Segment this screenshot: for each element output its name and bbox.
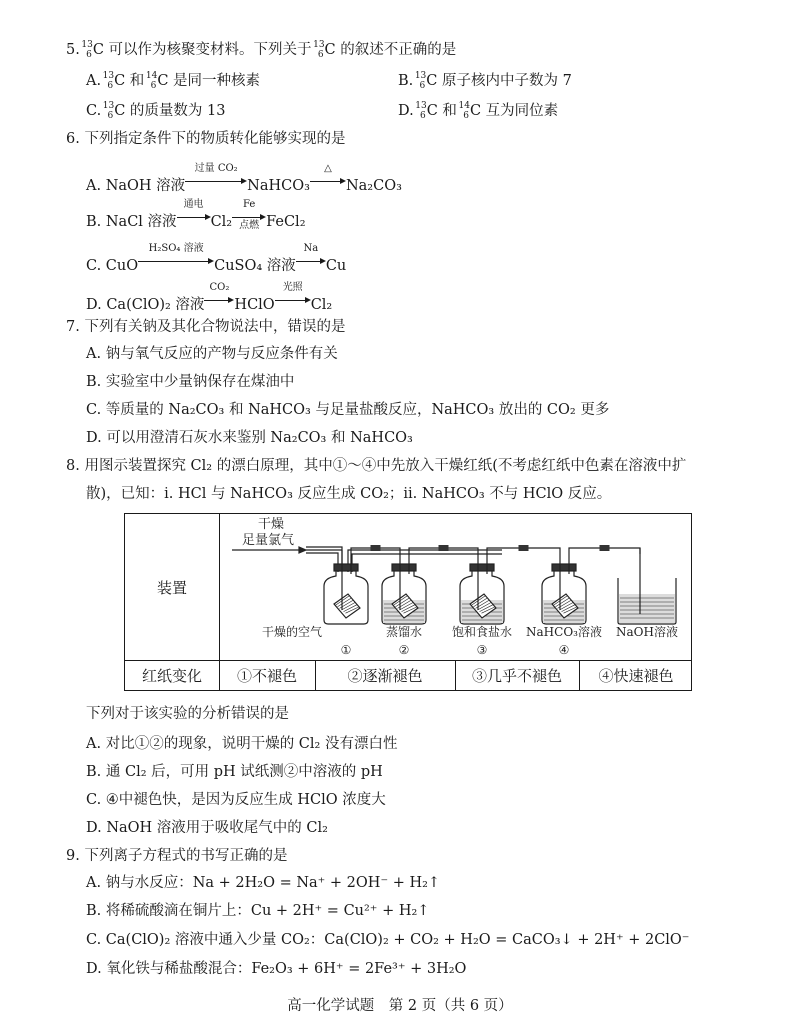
bottle-number-4: ④ <box>558 643 570 657</box>
nuclide-13c: 13 6 <box>81 40 93 60</box>
gas-washing-bottle-3 <box>460 554 504 624</box>
result-4: ④快速褪色 <box>598 667 674 685</box>
q6-stem: 6. 下列指定条件下的物质转化能够实现的是 <box>66 131 346 147</box>
row-header-apparatus: 装置 <box>156 579 187 597</box>
q5-option-c: C. 13 6 C 的质量数为 13 <box>86 101 226 121</box>
gas-washing-bottle-1 <box>324 554 368 624</box>
reaction-arrow: 通电 <box>177 206 211 226</box>
bottle-stopper <box>392 564 416 571</box>
nuclide-13c: 13 6 <box>313 40 325 60</box>
nuclide-13c: 13 6 <box>414 71 427 91</box>
apparatus-diagram <box>220 514 692 660</box>
q5-option-b: B. 13 6 C 原子核内中子数为 7 <box>398 71 572 91</box>
bottle-number-3: ③ <box>476 643 488 657</box>
reaction-arrow: H₂SO₄ 溶液 <box>138 250 214 270</box>
nuclide-13c: 13 6 <box>102 101 115 121</box>
hose-clip-1 <box>371 545 381 551</box>
result-1: ①不褪色 <box>236 667 297 685</box>
nuclide-14c: 14 6 <box>458 101 470 121</box>
gas-washing-bottle-4 <box>542 554 586 624</box>
q5-stem: 5. 13 6 C 可以作为核聚变材料。下列关于 13 6 C 的叙述不正确的是 <box>66 40 457 60</box>
hose-clip-2 <box>439 545 449 551</box>
reaction-arrow: CO₂ <box>204 289 234 309</box>
hose-clip-4 <box>600 545 610 551</box>
row-header-paper-change: 红纸变化 <box>141 667 202 685</box>
q9-stem: 9. 下列离子方程式的书写正确的是 <box>66 848 288 864</box>
q9-option-d: D. 氧化铁与稀盐酸混合：Fe₂O₃ + 6H⁺ = 2Fe³⁺ + 3H₂O <box>86 961 467 977</box>
bottle-label-3: 饱和食盐水 <box>451 625 513 639</box>
q7-option-b: B. 实验室中少量钠保存在煤油中 <box>86 374 295 390</box>
reaction-arrow: △ <box>310 170 346 190</box>
beaker-liquid <box>619 594 675 623</box>
reaction-arrow: Na <box>296 250 326 270</box>
nuclide-13c: 13 6 <box>415 101 427 121</box>
q8-stem-line2: 散)，已知：ⅰ. HCl 与 NaHCO₃ 反应生成 CO₂；ⅱ. NaHCO₃ 不与 HClO 反应。 <box>86 486 612 502</box>
gas-label-dry: 干燥 <box>258 517 285 532</box>
bottle-stopper <box>470 564 494 571</box>
nuclide-13c: 13 6 <box>102 71 115 91</box>
bottle-number-1: ① <box>340 643 352 657</box>
reaction-arrow: 过量 CO₂ <box>185 170 247 190</box>
gas-label-chlorine: 足量氯气 <box>242 533 295 548</box>
q9-option-b: B. 将稀硫酸滴在铜片上：Cu + 2H⁺ = Cu²⁺ + H₂↑ <box>86 903 430 919</box>
reaction-arrow: Fe 点燃 <box>232 206 266 226</box>
q5-number: 5. <box>66 42 80 58</box>
bottle-label-5: NaOH溶液 <box>616 625 678 639</box>
q7-option-d: D. 可以用澄清石灰水来鉴别 Na₂CO₃ 和 NaHCO₃ <box>86 430 413 446</box>
q7-option-a: A. 钠与氧气反应的产物与反应条件有关 <box>86 346 338 362</box>
q7-option-c: C. 等质量的 Na₂CO₃ 和 NaHCO₃ 与足量盐酸反应，NaHCO₃ 放出的 CO₂ 更多 <box>86 402 610 418</box>
q9-option-a: A. 钠与水反应：Na + 2H₂O = Na⁺ + 2OH⁻ + H₂↑ <box>86 875 441 891</box>
q6-option-a: A. NaOH 溶液 过量 CO₂ NaHCO₃ △ Na₂CO₃ <box>86 163 402 194</box>
bottle-label-2: 蒸馏水 <box>385 625 423 639</box>
apparatus-table <box>124 513 692 691</box>
bottle-stopper <box>334 564 358 571</box>
q8-sub-stem: 下列对于该实验的分析错误的是 <box>86 706 289 722</box>
bottle-label-1: 干燥的空气 <box>261 625 323 639</box>
q9-option-c: C. Ca(ClO)₂ 溶液中通入少量 CO₂：Ca(ClO)₂ + CO₂ + H₂O = CaCO₃↓ + 2H⁺ + 2ClO⁻ <box>86 932 690 948</box>
q8-option-d: D. NaOH 溶液用于吸收尾气中的 Cl₂ <box>86 820 328 836</box>
q8-stem-line1: 8. 用图示装置探究 Cl₂ 的漂白原理，其中①～④中先放入干燥红纸(不考虑红纸中色素在溶液中扩 <box>66 458 687 474</box>
hose-clip-3 <box>519 545 529 551</box>
beaker-naoh <box>618 548 676 624</box>
bottle-stopper <box>552 564 576 571</box>
q6-option-b: B. NaCl 溶液 通电 Cl₂ Fe 点燃 FeCl₂ <box>86 199 306 231</box>
q7-stem: 7. 下列有关钠及其化合物说法中，错误的是 <box>66 319 346 335</box>
result-3: ③几乎不褪色 <box>471 667 562 685</box>
result-2: ②逐渐褪色 <box>347 667 423 685</box>
bottle-number-2: ② <box>398 643 410 657</box>
q5-option-a: A. 13 6 C 和 14 6 C 是同一种核素 <box>86 71 261 91</box>
q6-option-d: D. Ca(ClO)₂ 溶液 CO₂ HClO 光照 Cl₂ <box>86 282 333 313</box>
reaction-arrow: 光照 <box>275 289 311 309</box>
bottle-label-4: NaHCO₃溶液 <box>526 625 602 639</box>
q8-option-b: B. 通 Cl₂ 后，可用 pH 试纸测②中溶液的 pH <box>86 764 383 780</box>
q8-option-a: A. 对比①②的现象，说明干燥的 Cl₂ 没有漂白性 <box>86 736 398 752</box>
q6-option-c: C. CuO H₂SO₄ 溶液 CuSO₄ 溶液 Na Cu <box>86 243 347 274</box>
gas-washing-bottle-2 <box>382 554 426 624</box>
q5-option-d: D. 13 6 C 和 14 6 C 互为同位素 <box>398 101 559 121</box>
page-footer: 高一化学试题 第 2 页（共 6 页） <box>287 998 513 1014</box>
q8-option-c: C. ④中褪色快，是因为反应生成 HClO 浓度大 <box>86 792 386 808</box>
nuclide-14c: 14 6 <box>145 71 158 91</box>
